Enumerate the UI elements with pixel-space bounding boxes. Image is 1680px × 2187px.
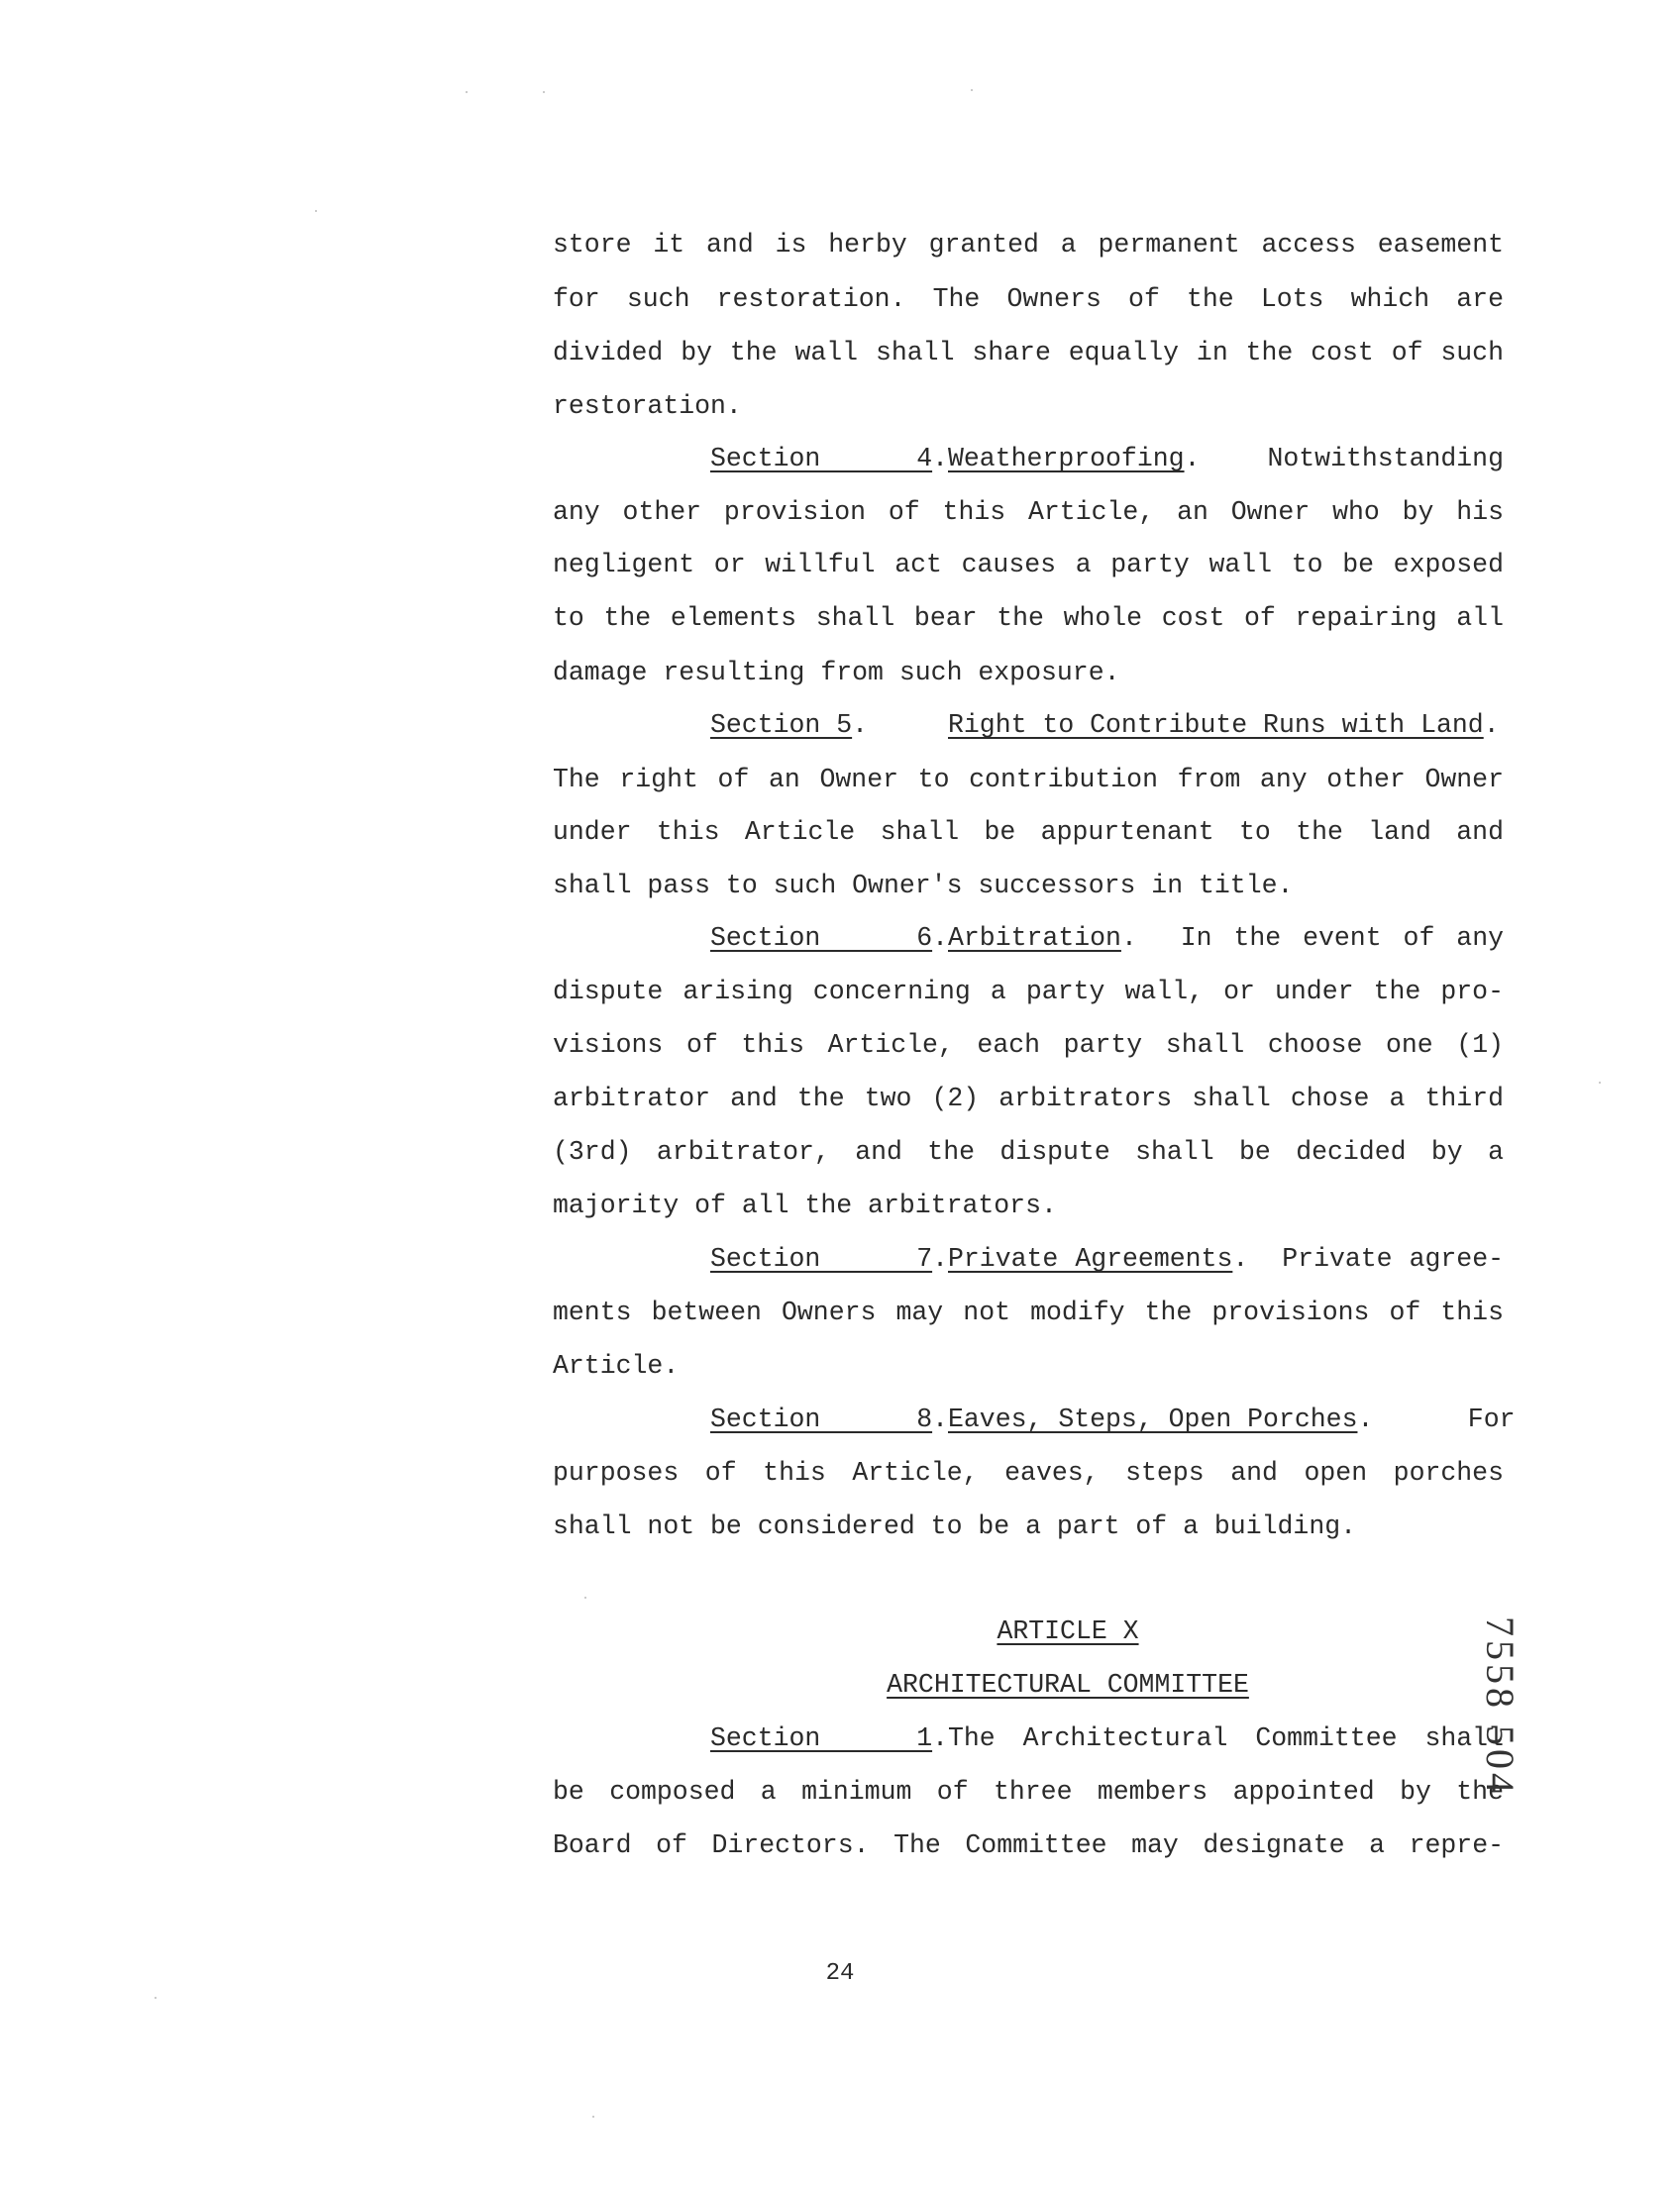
scan-speck [543,91,545,93]
paragraph-line: arbitrator and the two (2) arbitrators shall chose a third [553,1084,1504,1113]
section-5-heading-line: Section 5. Right to Contribute Runs with Land. [710,710,1500,740]
section-heading: Weatherproofing [948,444,1185,473]
section-heading: Arbitration [948,923,1121,953]
paragraph-line: ments between Owners may not modify the provisions of this [553,1298,1504,1327]
paragraph-line: damage resulting from such exposure. [553,658,1120,687]
paragraph-line: dispute arising concerning a party wall, or under the pro- [553,977,1504,1006]
paragraph-line: majority of all the arbitrators. [553,1191,1057,1220]
section-first-text: The Architectural Committee shall [948,1723,1504,1753]
paragraph-line: divided by the wall shall share equally in the cost of such [553,338,1504,367]
scan-speck [584,1597,586,1599]
page-number: 24 [825,1960,855,1987]
paragraph-line: store it and is herby granted a permanent access easement [553,230,1504,260]
article-title [751,1614,1385,1648]
article-subtitle [751,1668,1385,1702]
scan-speck [466,91,468,93]
scan-speck [971,89,973,91]
section-number: Section 6 [710,923,933,953]
section-first-text: Notwithstanding [1267,444,1504,473]
section-number: Section 7 [710,1244,933,1274]
article-subtitle-text: ARCHITECTURAL COMMITTEE [887,1670,1249,1700]
paragraph-line: any other provision of this Article, an Owner who by his [553,497,1504,527]
paragraph-line: under this Article shall be appurtenant to the land and [553,817,1504,847]
scan-speck [1599,1082,1601,1084]
section-number: Section 5 [710,710,853,740]
paragraph-line: restoration. [553,391,742,421]
scan-speck [592,2116,594,2118]
book-page-stamp: 7558 504 [1478,1616,1522,1797]
section-heading: Private Agreements [948,1244,1233,1274]
paragraph-line: The right of an Owner to contribution from any other Owner [553,765,1504,794]
article-title-text: ARTICLE X [997,1616,1139,1646]
scan-speck [155,1997,157,1999]
paragraph-line: shall pass to such Owner's successors in title. [553,871,1294,900]
article-section-1-heading-line: Section 1.The Architectural Committee shall [710,1723,1504,1753]
paragraph-line: Article. [553,1351,680,1381]
section-heading: Right to Contribute Runs with Land [948,710,1484,740]
paragraph-line: be composed a minimum of three members appointed by the [553,1777,1504,1807]
section-7-heading-line: Section 7.Private Agreements. Private agree- [710,1244,1504,1274]
section-number: Section 8 [710,1405,933,1434]
paragraph-line: purposes of this Article, eaves, steps and open porches [553,1458,1504,1488]
section-4-heading-line: Section 4.Weatherproofing. Notwithstanding [710,444,1504,473]
section-heading: Eaves, Steps, Open Porches [948,1405,1358,1434]
paragraph-line: (3rd) arbitrator, and the dispute shall be decided by a [553,1137,1504,1167]
paragraph-line: shall not be considered to be a part of a building. [553,1511,1357,1541]
section-first-text: In the event of any [1180,923,1504,953]
paragraph-line: for such restoration. The Owners of the Lots which are [553,284,1504,314]
section-number: Section 4 [710,444,933,473]
section-8-heading-line: Section 8.Eaves, Steps, Open Porches. For [710,1405,1516,1434]
section-6-heading-line: Section 6.Arbitration. In the event of any [710,923,1504,953]
paragraph-line: to the elements shall bear the whole cost of repairing all [553,603,1504,633]
paragraph-line: Board of Directors. The Committee may designate a repre- [553,1830,1504,1860]
section-first-text: For [1467,1405,1516,1434]
section-number: Section 1 [710,1723,933,1753]
paragraph-line: visions of this Article, each party shall choose one (1) [553,1030,1504,1060]
paragraph-line: negligent or willful act causes a party wall to be exposed [553,550,1504,579]
section-first-text: Private agree- [1282,1244,1504,1274]
scan-speck [315,210,317,212]
